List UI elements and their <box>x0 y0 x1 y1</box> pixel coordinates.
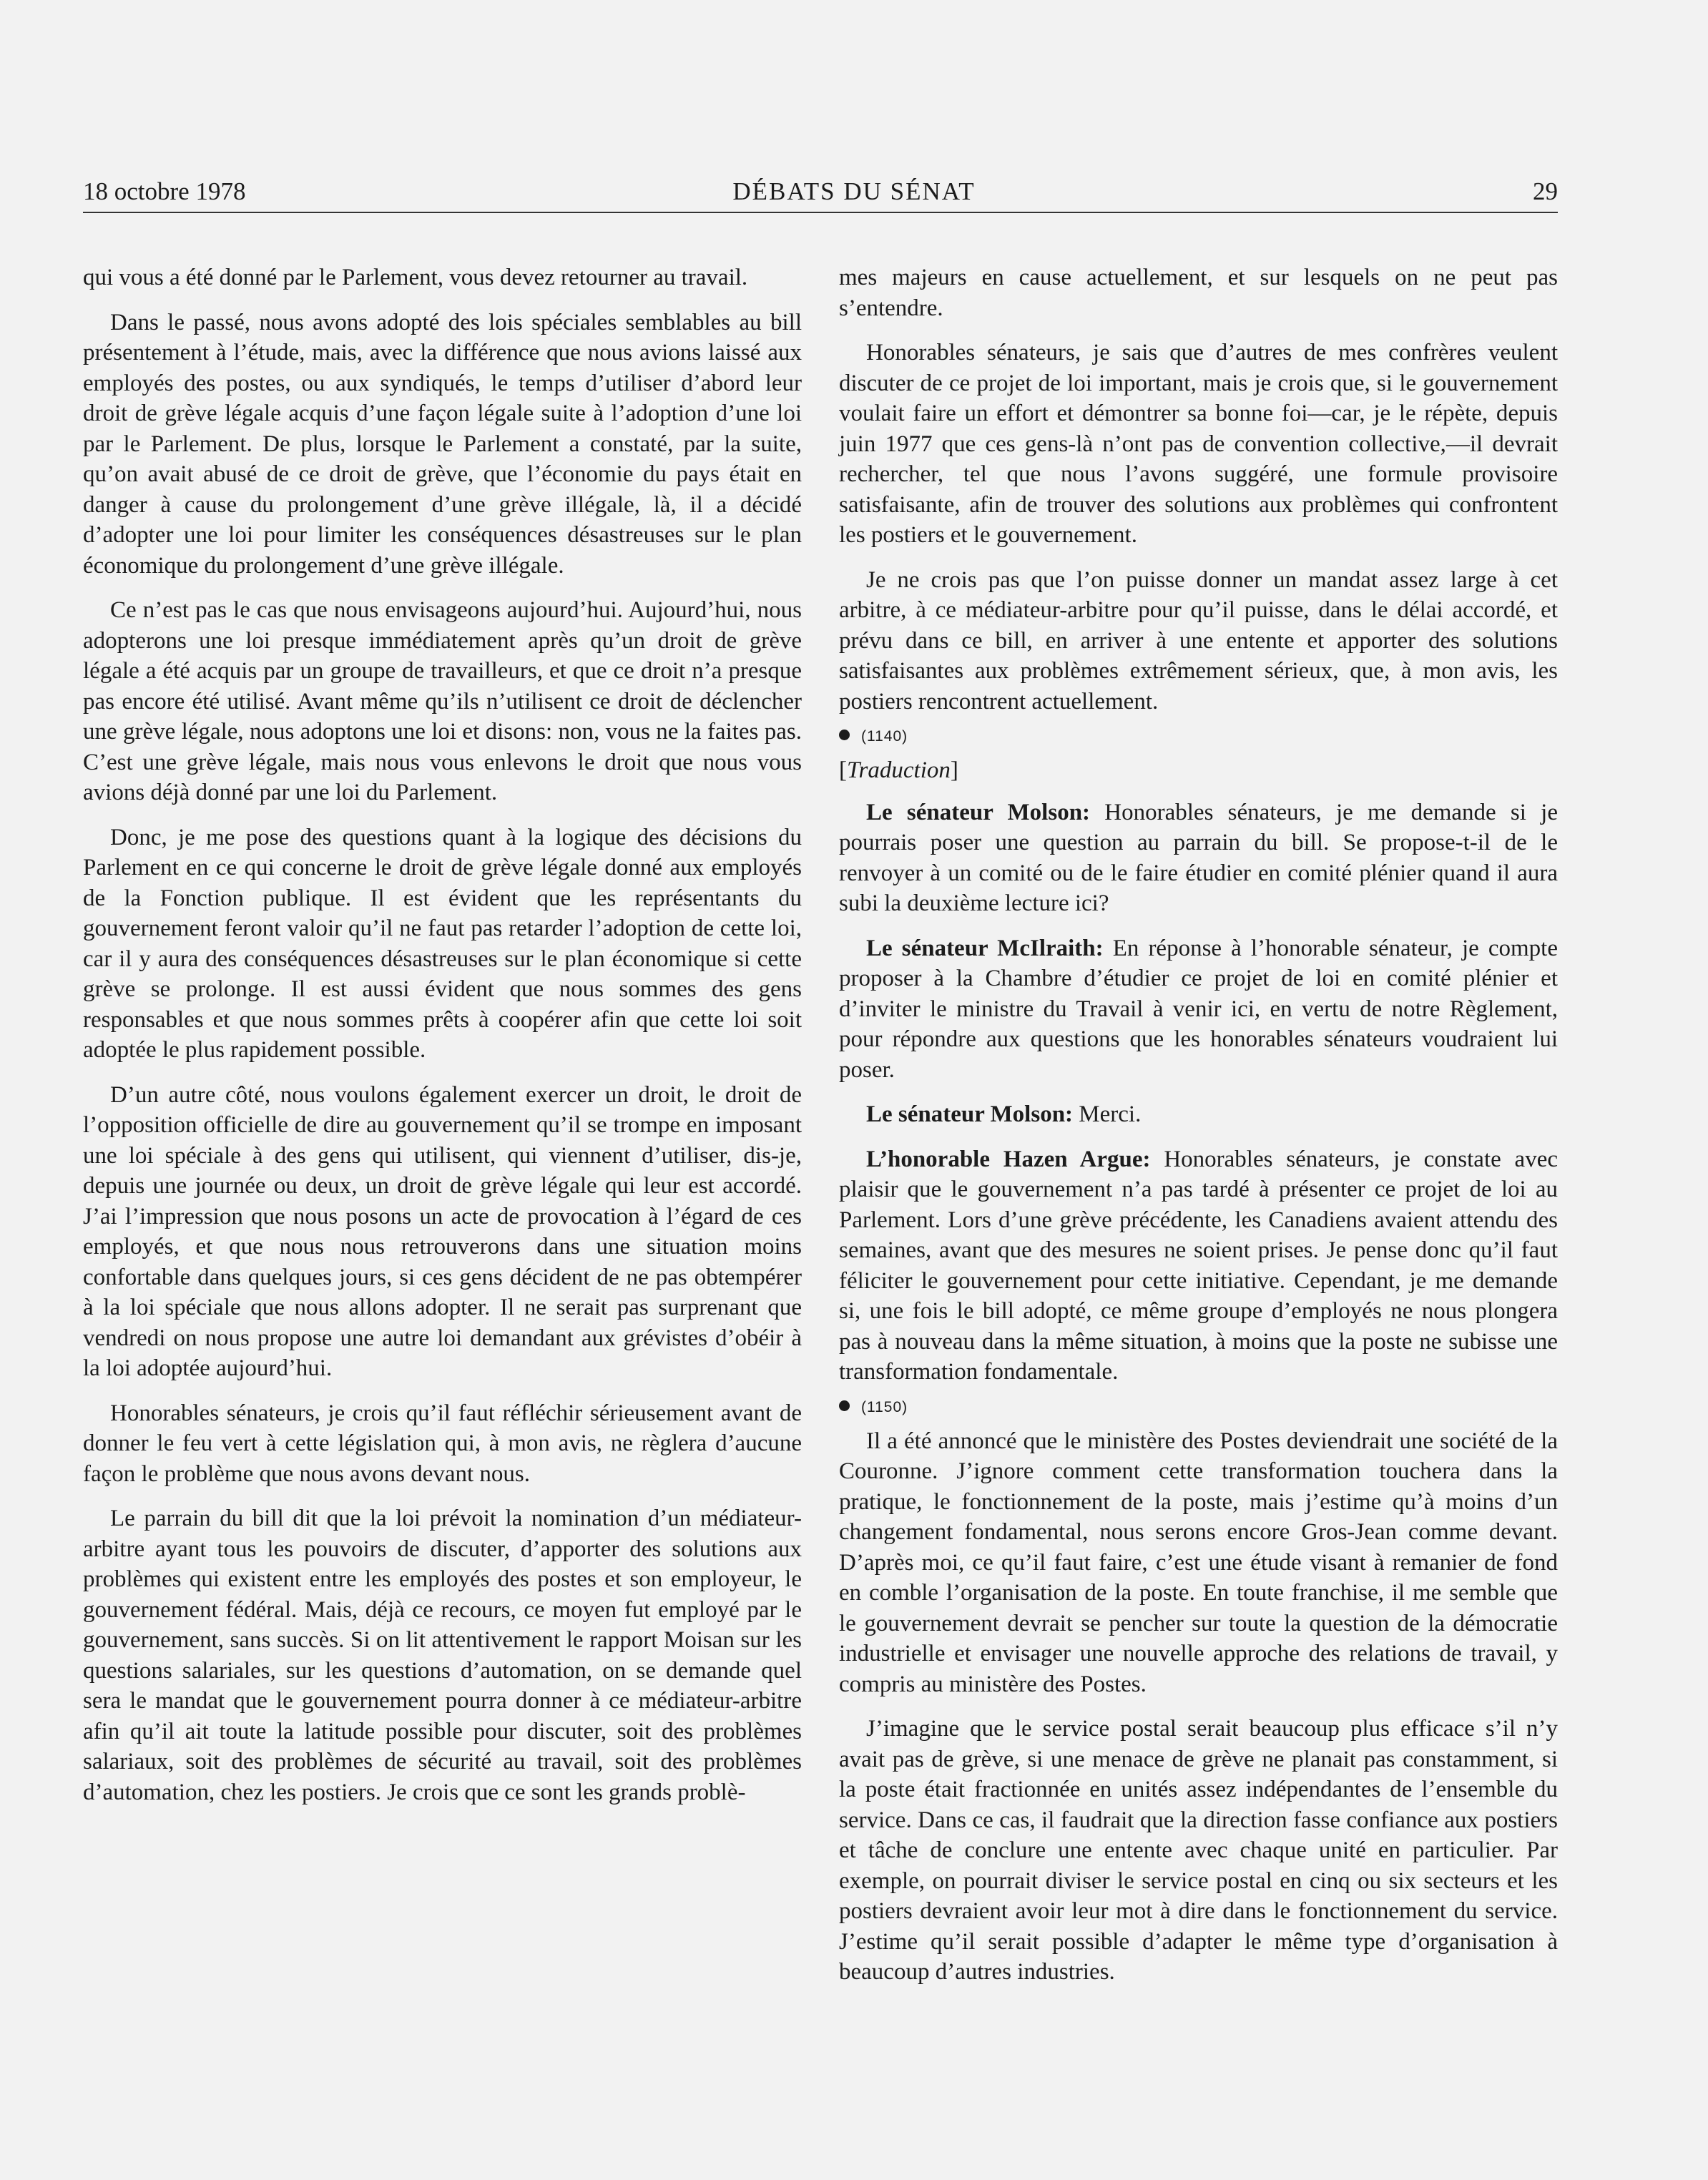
speaker-name: Le sénateur Molson: <box>866 1101 1074 1127</box>
speaker-name: Le sénateur McIlraith: <box>866 935 1104 961</box>
time-marker-label: (1140) <box>861 728 908 745</box>
paragraph: J’imagine que le service postal serait beaucoup plus efficace s’il n’y avait pas de grève, si une menace de grève ne planait pas constamment, si la poste était fractionnée en unités assez indépendantes de l’ensemble du service. Dans ce cas, il faudrait que la direction fasse confiance aux postiers et tâche de conclure une entente avec chaque unité en particulier. Par exemple, on pourrait diviser le service postal en cinq ou six secteurs et les postiers devraient avoir leur mot à dire dans le fonctionnement du service. J’estime qu’il serait possible d’adapter le même type d’organisation à beaucoup d’autres industries. <box>839 1716 1558 1985</box>
header-date: 18 octobre 1978 <box>83 177 246 205</box>
header-title: DÉBATS DU SÉNAT <box>732 177 976 205</box>
speech-text: Honorables sénateurs, je me demande si je pourrais poser une question au parrain du bill. Se propose-t-il de le renvoyer à un comité ou de le faire étudier en comité plénier quand il aura subi la deuxième lecture ici? <box>839 799 1558 916</box>
speaker-name: L’honorable Hazen Argue: <box>866 1146 1151 1172</box>
paragraph: Donc, je me pose des questions quant à la logique des décisions du Parlement en ce qui concerne le droit de grève légale donné aux employés de la Fonction publique. Il est évident que les représentants du gouvernement feront valoir qu’il ne faut pas retarder l’adoption de cette loi, car il y aura des conséquences désastreuses sur le plan économique si cette grève se prolonge. Il est aussi évident que nous sommes des gens responsables et que nous sommes prêts à coopérer afin que cette loi soit adoptée le plus rapidement possible. <box>83 824 802 1063</box>
page-number: 29 <box>1533 177 1558 205</box>
speech-paragraph <box>839 1099 1558 1130</box>
paragraph: Honorables sénateurs, je crois qu’il faut réfléchir sérieusement avant de donner le feu vert à cette législation qui, à mon avis, ne règlera d’aucune façon le problème que nous avons devant nous. <box>83 1400 802 1487</box>
paragraph: Honorables sénateurs, je sais que d’autres de mes confrères veulent discuter de ce projet de loi important, mais je crois que, si le gouvernement voulait faire un effort et démontrer sa bonne foi—car, je le répète, depuis juin 1977 que ces gens-là n’ont pas de convention collective,—il devrait rechercher, tel que nous l’avons suggéré, une formule provisoire satisfaisante, afin de trouver des solutions aux problèmes qui confrontent les postiers et le gouvernement. <box>839 340 1558 548</box>
paragraph: mes majeurs en cause actuellement, et sur lesquels on ne peut pas s’entendre. <box>839 265 1558 321</box>
translation-note: [Traduction] <box>839 757 958 783</box>
right-column <box>839 262 1558 2002</box>
speaker-name: Le sénateur Molson: <box>866 799 1091 825</box>
speech-text: En réponse à l’honorable sénateur, je compte proposer à la Chambre d’étudier ce projet de loi en comité plénier et d’inviter le ministre du Travail à venir ici, en vertu de notre Règlement, pour répondre aux questions que les honorables sénateurs voudraient lui poser. <box>839 935 1558 1083</box>
paragraph: Dans le passé, nous avons adopté des lois spéciales semblables au bill présentement à l’étude, mais, avec la différence que nous avions laissé aux employés des postes, ou aux syndiqués, le temps d’utiliser d’abord leur droit de grève légale acquis d’une façon légale suite à l’adoption d’une loi par le Parlement. De plus, lorsque le Parlement a constaté, par la suite, qu’on avait abusé de ce droit de grève, que l’économie du pays était en danger à cause du prolongement d’une grève illégale, là, il a décidé d’adopter une loi pour limiter les conséquences désastreuses sur le plan économique du prolongement d’une grève illégale. <box>83 309 802 579</box>
speech-text: Honorables sénateurs, je constate avec plaisir que le gouvernement n’a pas tardé à présenter ce projet de loi au Parlement. Lors d’une grève précédente, les Canadiens avaient attendu des semaines, avant que des mesures ne soient prises. Je pense donc qu’il faut féliciter le gouvernement pour cette initiative. Cependant, je me demande si, une fois le bill adopté, ce même groupe d’employés ne nous plongera pas à nouveau dans la même situation, à moins que la poste ne subisse une transformation fondamentale. <box>839 1146 1558 1385</box>
translation-label: Traduction <box>847 757 951 783</box>
paragraph: D’un autre côté, nous voulons également exercer un droit, le droit de l’opposition officielle de dire au gouvernement qu’il se trompe en imposant une loi spéciale à des gens qui utilisent, qui viennent d’utiliser, dis-je, depuis une journée ou deux, un droit de grève légale qui leur est accordé. J’ai l’impression que nous posons un acte de provocation à l’égard de ces employés, et que nous nous retrouverons dans une situation moins confortable dans quelques jours, si ces gens décident de ne pas obtempérer à la loi spéciale que nous allons adopter. Il ne serait pas surprenant que vendredi on nous propose une autre loi demandant aux grévistes d’obéir à la loi adoptée aujourd’hui. <box>83 1081 802 1381</box>
paragraph: qui vous a été donné par le Parlement, vous devez retourner au travail. <box>83 265 748 290</box>
time-marker <box>839 1396 1558 1419</box>
speech-paragraph <box>839 933 1558 1086</box>
speech-text: Merci. <box>1073 1101 1142 1127</box>
paragraph: Je ne crois pas que l’on puisse donner un mandat assez large à cet arbitre, à ce médiateur-arbitre pour qu’il puisse, dans le délai accordé, et prévu dans ce bill, en arriver à une entente et apporter des solutions satisfaisantes aux problèmes extrêmement sérieux, que, à mon avis, les postiers rencontrent actuellement. <box>839 566 1558 715</box>
bullet-dot-icon <box>839 730 850 740</box>
left-column <box>83 262 802 1822</box>
header-rule <box>83 212 1558 213</box>
speech-paragraph <box>839 1144 1558 1388</box>
time-marker <box>839 725 1558 748</box>
speech-paragraph <box>839 797 1558 919</box>
paragraph: Il a été annoncé que le ministère des Postes deviendrait une société de la Couronne. J’ignore comment cette transformation touchera dans la pratique, le fonctionnement de la poste, mais j’estime qu’à moins d’un changement fondamental, nous serons encore Gros-Jean comme devant. D’après moi, ce qu’il faut faire, c’est une étude visant à remanier de fond en comble l’organisation de la poste. En toute franchise, il me semble que le gouvernement devrait se pencher sur toute la question de la démocratie industrielle et envisager une nouvelle approche des relations de travail, y compris au ministère des Postes. <box>839 1428 1558 1697</box>
time-marker-label: (1150) <box>861 1398 908 1415</box>
paragraph: Le parrain du bill dit que la loi prévoit la nomination d’un médiateur-arbitre ayant tous les pouvoirs de discuter, d’apporter des solutions aux problèmes qui existent entre les employés des postes et son employeur, le gouvernement fédéral. Mais, déjà ce recours, ce moyen fut employé par le gouvernement, sans succès. Si on lit attentivement le rapport Moisan sur les questions salariales, sur les questions d’automation, on se demande quel sera le mandat que le gouvernement pourra donner à ce médiateur-arbitre afin qu’il ait toute la latitude possible pour discuter, soit des problèmes salariaux, soit des problèmes de sécurité au travail, soit des problèmes d’automation, chez les postiers. Je crois que ce sont les grands problè- <box>83 1506 802 1805</box>
bullet-dot-icon <box>839 1400 850 1411</box>
paragraph: Ce n’est pas le cas que nous envisageons aujourd’hui. Aujourd’hui, nous adopterons une loi presque immédiatement après qu’un droit de grève légale a été acquis par un groupe de travailleurs, et que ce droit n’a presque pas encore été utilisé. Avant même qu’ils n’utilisent ce droit de déclencher une grève légale, nous adoptons une loi et disons: non, vous ne la faites pas. C’est une grève légale, mais nous vous enlevons le droit que nous vous avions déjà donné par une loi du Parlement. <box>83 597 802 805</box>
